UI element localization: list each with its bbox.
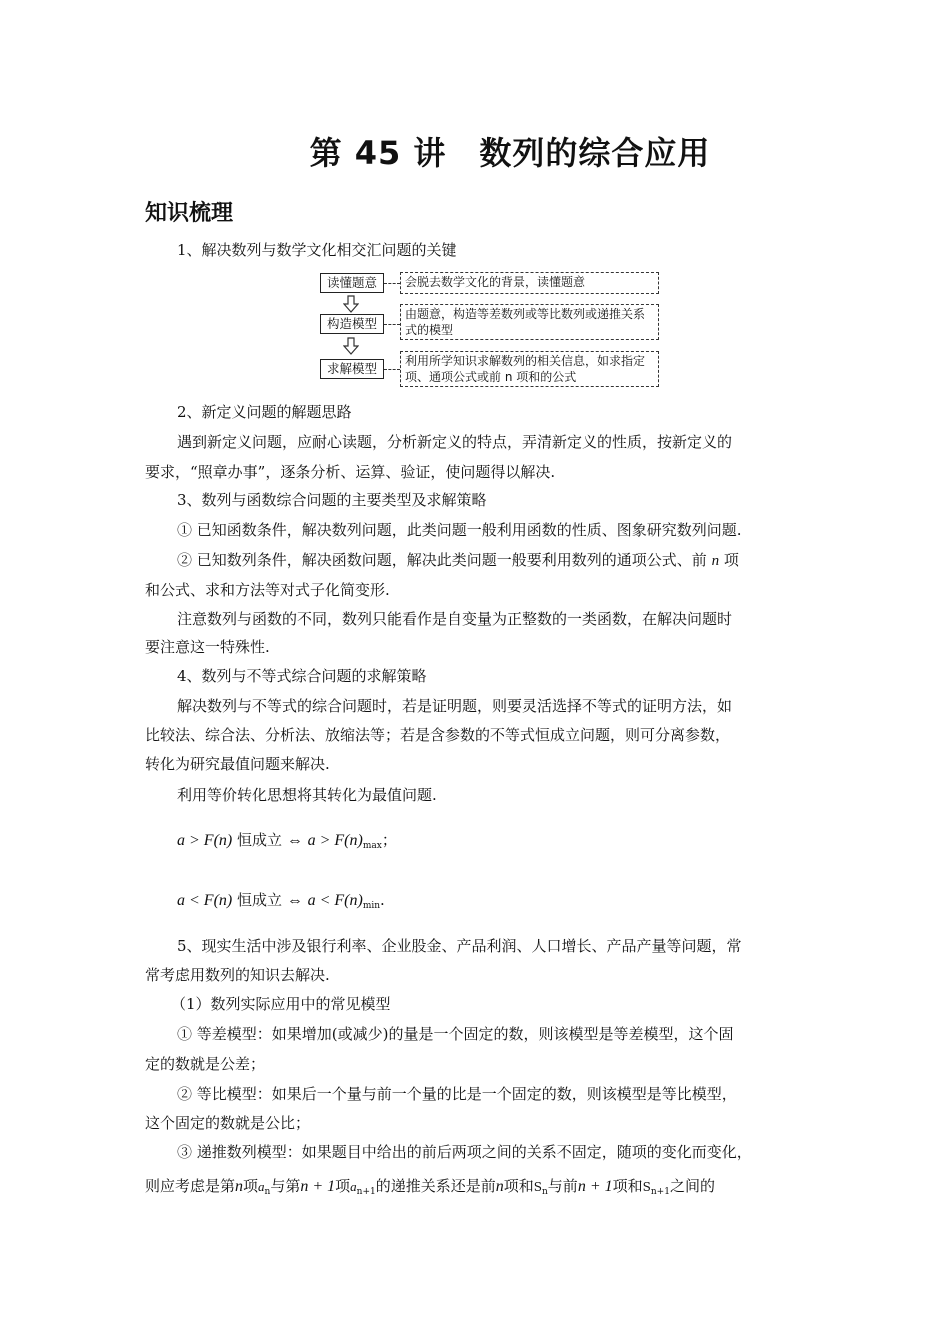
down-arrow-icon [343, 295, 359, 313]
item-5-heading: 5、现实生活中涉及银行利率、企业股金、产品利润、人口增长、产品产量等问题，常 [177, 937, 742, 955]
flow-desc-3: 利用所学知识求解数列的相关信息，如求指定项、通项公式或前 n 项和的公式 [400, 351, 659, 387]
flow-diagram [318, 268, 664, 388]
flow-connector [384, 283, 400, 284]
paragraph: 要求，“照章办事”，逐条分析、运算、验证，使问题得以解决. [145, 463, 556, 481]
paragraph: 注意数列与函数的不同，数列只能看作是自变量为正整数的一类函数，在解决问题时 [177, 610, 733, 628]
subheading: （1）数列实际应用中的常见模型 [171, 995, 391, 1013]
flow-connector [384, 369, 400, 370]
page-title: 第 45 讲 数列的综合应用 [309, 134, 711, 172]
paragraph: 和公式、求和方法等对式子化简变形. [145, 581, 390, 599]
paragraph: ① 已知函数条件，解决数列问题，此类问题一般利用函数的性质、图象研究数列问题. [177, 521, 742, 539]
item-2-heading: 2、新定义问题的解题思路 [177, 403, 352, 421]
paragraph: 则应考虑是第n项$a_n$与第n + 1项$a_{n+1}$的递推关系还是前n项和$S_n$与前n + 1项和$S_{n+1}$之间的 [145, 1177, 715, 1197]
formula-max: a > F(n) 恒成立 ⇔ $a > F(n)_{max}$； [177, 831, 397, 851]
formula-min: a < F(n) 恒成立 ⇔ $a < F(n)_{min}$. [177, 891, 385, 911]
item-3-heading: 3、数列与函数综合问题的主要类型及求解策略 [177, 491, 487, 509]
flow-step-2: 构造模型 [320, 314, 384, 334]
flow-desc-2: 由题意，构造等差数列或等比数列或递推关系式的模型 [400, 304, 659, 340]
item-4-heading: 4、数列与不等式综合问题的求解策略 [177, 667, 427, 685]
paragraph: ② 等比模型：如果后一个量与前一个量的比是一个固定的数，则该模型是等比模型， [177, 1085, 737, 1103]
flow-step-1: 读懂题意 [320, 273, 384, 293]
section-heading: 知识梳理 [145, 201, 234, 226]
paragraph: 定的数就是公差； [145, 1055, 266, 1073]
down-arrow-icon [343, 337, 359, 355]
paragraph: ③ 递推数列模型：如果题目中给出的前后两项之间的关系不固定，随项的变化而变化， [177, 1143, 752, 1161]
paragraph: 常考虑用数列的知识去解决. [145, 966, 330, 984]
paragraph: 要注意这一特殊性. [145, 638, 270, 656]
paragraph: 利用等价转化思想将其转化为最值问题. [177, 786, 437, 804]
paragraph: 转化为研究最值问题来解决. [145, 755, 330, 773]
flow-desc-1: 会脱去数学文化的背景，读懂题意 [400, 272, 659, 294]
item-1-heading: 1、解决数列与数学文化相交汇问题的关键 [177, 241, 457, 259]
paragraph: 比较法、综合法、分析法、放缩法等；若是含参数的不等式恒成立问题，则可分离参数， [145, 726, 731, 744]
flow-connector [384, 324, 400, 325]
paragraph: ① 等差模型：如果增加(或减少)的量是一个固定的数，则该模型是等差模型，这个固 [177, 1025, 734, 1043]
flow-step-3: 求解模型 [320, 359, 384, 379]
paragraph: 遇到新定义问题，应耐心读题，分析新定义的特点，弄清新定义的性质，按新定义的 [177, 433, 733, 451]
paragraph: 解决数列与不等式的综合问题时，若是证明题，则要灵活选择不等式的证明方法，如 [177, 697, 733, 715]
paragraph: 这个固定的数就是公比； [145, 1114, 311, 1132]
paragraph: ② 已知数列条件，解决函数问题，解决此类问题一般要利用数列的通项公式、前 n 项 [177, 551, 739, 569]
